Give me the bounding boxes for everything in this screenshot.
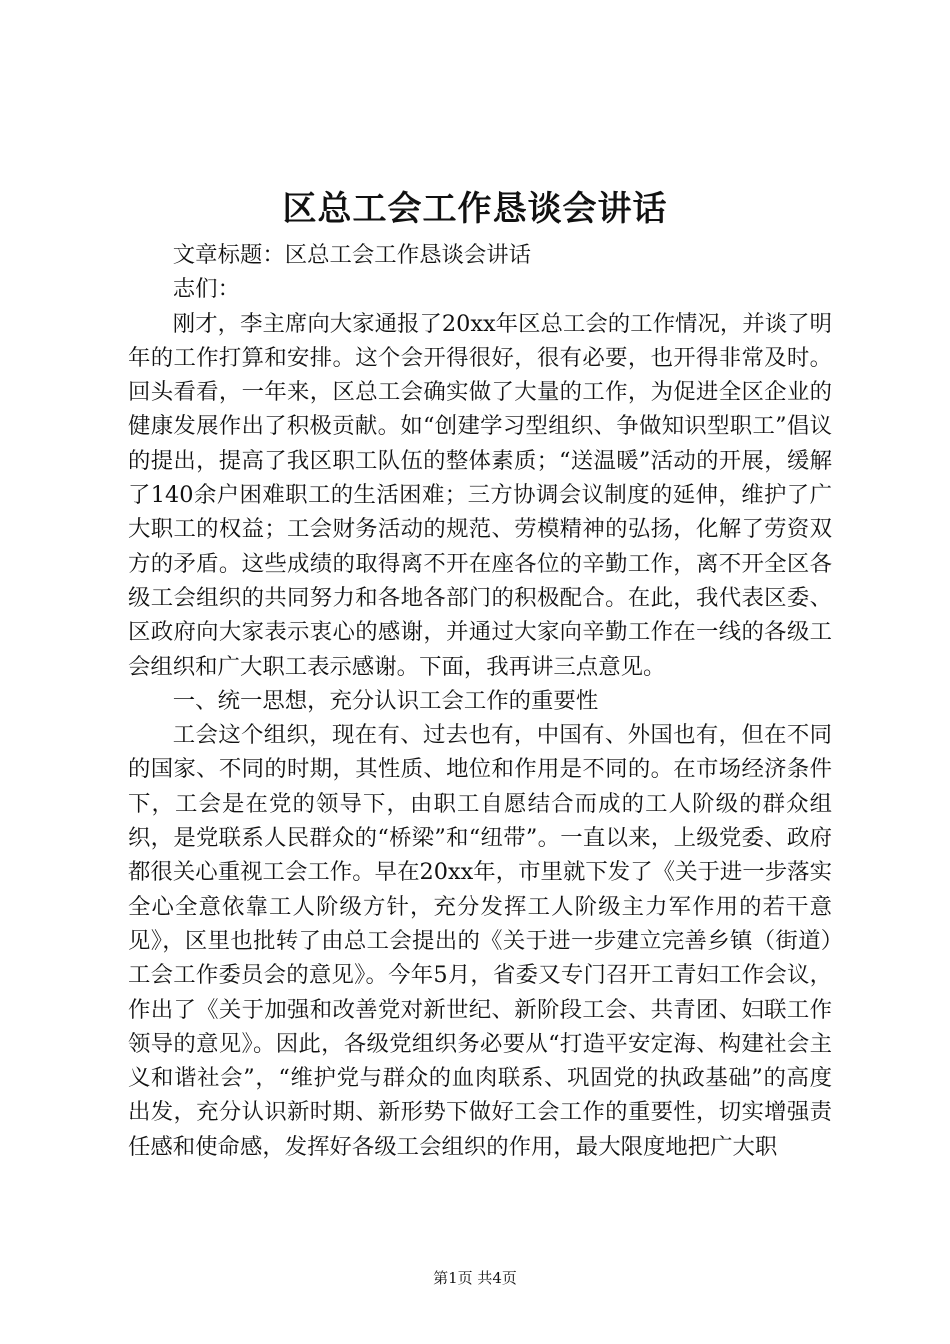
section-heading-1: 一、统一思想，充分认识工会工作的重要性 xyxy=(172,687,599,714)
document-body xyxy=(128,238,832,1164)
paragraph-section-1: 工会这个组织，现在有、过去也有，中国有、外国也有，但在不同的国家、不同的时期，其性质、地位和作用是不同的。在市场经济条件下，工会是在党的领导下，由职工自愿结合而成的工人阶级的群众组织，是党联系人民群众的“桥梁”和“纽带”。一直以来，上级党委、政府都很关心重视工会工作。早在20xx年，市里就下发了《关于进一步落实全心全意依靠工人阶级方针，充分发挥工人阶级主力军作用的若干意见》，区里也批转了由总工会提出的《关于进一步建立完善乡镇（街道）工会工作委员会的意见》。今年5月，省委又专门召开工青妇工作会议，作出了《关于加强和改善党对新世纪、新阶段工会、共青团、妇联工作领导的意见》。因此，各级党组织务必要从“打造平安定海、构建社会主义和谐社会”，“维护党与群众的血肉联系、巩固党的执政基础”的高度出发，充分认识新时期、新形势下做好工会工作的重要性，切实增强责任感和使命感，发挥好各级工会组织的作用，最大限度地把广大职 xyxy=(128,722,832,1160)
salutation: 志们： xyxy=(172,276,240,303)
paragraph-intro: 刚才，李主席向大家通报了20xx年区总工会的工作情况，并谈了明年的工作打算和安排。这个会开得很好，很有必要，也开得非常及时。回头看看，一年来，区总工会确实做了大量的工作，为促进全区企业的健康发展作出了积极贡献。如“创建学习型组织、争做知识型职工”倡议的提出，提高了我区职工队伍的整体素质；“送温暖”活动的开展，缓解了140余户困难职工的生活困难；三方协调会议制度的延伸，维护了广大职工的权益；工会财务活动的规范、劳模精神的弘扬，化解了劳资双方的矛盾。这些成绩的取得离不开在座各位的辛勤工作，离不开全区各级工会组织的共同努力和各地各部门的积极配合。在此，我代表区委、区政府向大家表示衷心的感谢，并通过大家向辛勤工作在一线的各级工会组织和广大职工表示感谢。下面，我再讲三点意见。 xyxy=(128,310,832,680)
article-title-line: 文章标题：区总工会工作恳谈会讲话 xyxy=(172,242,532,268)
page-number: 第1页 共4页 xyxy=(433,1269,517,1287)
document-title: 区总工会工作恳谈会讲话 xyxy=(282,189,668,229)
